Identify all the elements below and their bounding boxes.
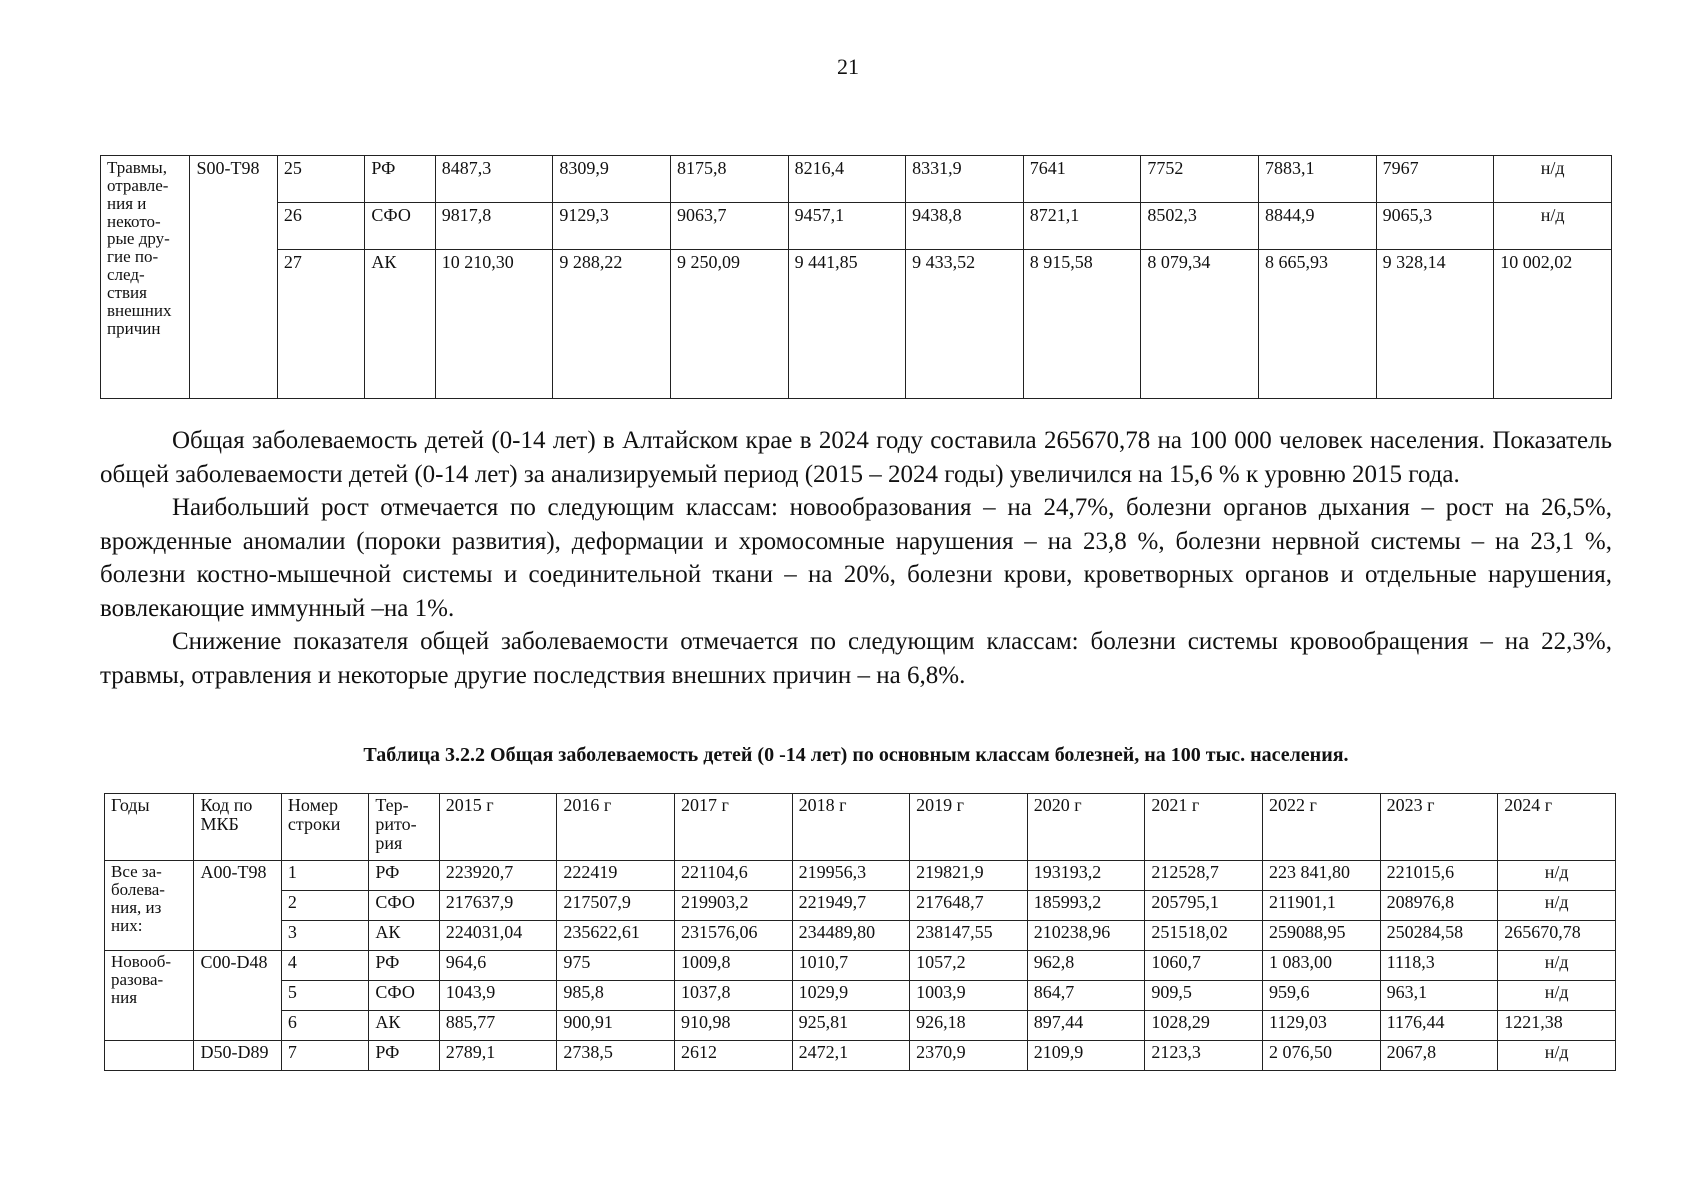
value-2016: 8309,9 [553, 156, 671, 203]
row-number: 3 [281, 921, 368, 951]
value-2023: 2067,8 [1380, 1041, 1498, 1071]
value-2019: 1057,2 [910, 951, 1028, 981]
value-2017: 231576,06 [674, 921, 792, 951]
value-2020: 2109,9 [1027, 1041, 1145, 1071]
row-number: 27 [277, 250, 364, 399]
territory: АК [369, 1011, 439, 1041]
value-2020: 210238,96 [1027, 921, 1145, 951]
value-2016: 217507,9 [557, 891, 675, 921]
territory: РФ [369, 951, 439, 981]
territory: РФ [369, 1041, 439, 1071]
value-2017: 910,98 [674, 1011, 792, 1041]
value-2015: 964,6 [439, 951, 557, 981]
value-2023: 1118,3 [1380, 951, 1498, 981]
row-number: 6 [281, 1011, 368, 1041]
territory: РФ [369, 861, 439, 891]
header-2017: 2017 г [674, 794, 792, 861]
header-2024: 2024 г [1498, 794, 1616, 861]
value-2024: н/д [1498, 951, 1616, 981]
header-icd-code: Код по МКБ [194, 794, 281, 861]
value-2023: 9 328,14 [1376, 250, 1494, 399]
value-2022: 223 841,80 [1263, 861, 1381, 891]
value-2020: 962,8 [1027, 951, 1145, 981]
table-row [105, 1011, 1616, 1041]
table-row [105, 981, 1616, 1011]
value-2018: 2472,1 [792, 1041, 910, 1071]
row-number: 7 [281, 1041, 368, 1071]
value-2017: 2612 [674, 1041, 792, 1071]
value-2018: 1010,7 [792, 951, 910, 981]
header-2019: 2019 г [910, 794, 1028, 861]
header-2022: 2022 г [1263, 794, 1381, 861]
territory: АК [369, 921, 439, 951]
value-2022: 1 083,00 [1263, 951, 1381, 981]
value-2021: 1028,29 [1145, 1011, 1263, 1041]
value-2022: 8 665,93 [1259, 250, 1377, 399]
value-2016: 900,91 [557, 1011, 675, 1041]
value-2016: 975 [557, 951, 675, 981]
value-2021: 2123,3 [1145, 1041, 1263, 1071]
territory: СФО [369, 891, 439, 921]
table-top-continuation [100, 155, 1612, 399]
value-2023: 1176,44 [1380, 1011, 1498, 1041]
body-text [100, 424, 1612, 692]
value-2015: 9817,8 [435, 203, 553, 250]
icd-code: A00-T98 [194, 861, 281, 951]
value-2024: н/д [1494, 156, 1612, 203]
header-years: Годы [105, 794, 194, 861]
value-2022: 259088,95 [1263, 921, 1381, 951]
value-2022: 211901,1 [1263, 891, 1381, 921]
value-2020: 8 915,58 [1023, 250, 1141, 399]
value-2018: 925,81 [792, 1011, 910, 1041]
value-2024: 265670,78 [1498, 921, 1616, 951]
value-2021: 909,5 [1145, 981, 1263, 1011]
disease-class-name: Все за-болева-ния, из них: [105, 861, 194, 951]
value-2021: 8502,3 [1141, 203, 1259, 250]
value-2023: 221015,6 [1380, 861, 1498, 891]
value-2024: н/д [1498, 891, 1616, 921]
value-2021: 212528,7 [1145, 861, 1263, 891]
value-2016: 9129,3 [553, 203, 671, 250]
table-morbidity-body [105, 794, 1616, 1071]
value-2022: 2 076,50 [1263, 1041, 1381, 1071]
value-2021: 7752 [1141, 156, 1259, 203]
value-2017: 9063,7 [670, 203, 788, 250]
value-2023: 250284,58 [1380, 921, 1498, 951]
value-2023: 7967 [1376, 156, 1494, 203]
value-2018: 234489,80 [792, 921, 910, 951]
table-row [101, 203, 1612, 250]
icd-code: D50-D89 [194, 1041, 281, 1071]
disease-class-name [105, 1041, 194, 1071]
value-2016: 235622,61 [557, 921, 675, 951]
table-row [101, 156, 1612, 203]
value-2021: 1060,7 [1145, 951, 1263, 981]
value-2018: 8216,4 [788, 156, 906, 203]
territory: РФ [365, 156, 435, 203]
value-2023: 9065,3 [1376, 203, 1494, 250]
paragraph: Снижение показателя общей заболеваемости отмечается по следующим классам: болезни системы кровообращения – на 22,3%, травмы, отравления и некоторые другие последствия внешних причин – на 6,8%. [100, 628, 1612, 689]
value-2015: 1043,9 [439, 981, 557, 1011]
value-2024: н/д [1498, 861, 1616, 891]
value-2023: 208976,8 [1380, 891, 1498, 921]
value-2020: 897,44 [1027, 1011, 1145, 1041]
table-morbidity [104, 793, 1616, 1071]
value-2016: 2738,5 [557, 1041, 675, 1071]
value-2018: 221949,7 [792, 891, 910, 921]
value-2020: 8721,1 [1023, 203, 1141, 250]
row-number: 26 [277, 203, 364, 250]
value-2019: 238147,55 [910, 921, 1028, 951]
value-2019: 2370,9 [910, 1041, 1028, 1071]
value-2019: 9 433,52 [906, 250, 1024, 399]
table-row [105, 891, 1616, 921]
value-2015: 8487,3 [435, 156, 553, 203]
value-2024: 1221,38 [1498, 1011, 1616, 1041]
icd-code: C00-D48 [194, 951, 281, 1041]
value-2019: 9438,8 [906, 203, 1024, 250]
value-2024: н/д [1498, 1041, 1616, 1071]
paragraph: Наибольший рост отмечается по следующим классам: новообразования – на 24,7%, болезни органов дыхания – рост на 26,5%, врожденные аномалии (пороки развития), деформации и хромосомные нарушения – на 23,8 %, болезни нервной системы – на 23,1 %, болезни костно-мышечной системы и соединительной ткани – на 20%, болезни крови, кроветворных органов и отдельные нарушения, вовлекающие иммунный –на 1%. [100, 494, 1612, 622]
table-top-body [101, 156, 1612, 399]
value-2017: 8175,8 [670, 156, 788, 203]
value-2022: 1129,03 [1263, 1011, 1381, 1041]
value-2021: 8 079,34 [1141, 250, 1259, 399]
value-2015: 2789,1 [439, 1041, 557, 1071]
table-row [105, 861, 1616, 891]
header-2016: 2016 г [557, 794, 675, 861]
value-2017: 219903,2 [674, 891, 792, 921]
value-2022: 8844,9 [1259, 203, 1377, 250]
icd-code: S00-T98 [190, 156, 277, 399]
header-2023: 2023 г [1380, 794, 1498, 861]
value-2015: 217637,9 [439, 891, 557, 921]
value-2017: 1037,8 [674, 981, 792, 1011]
value-2018: 1029,9 [792, 981, 910, 1011]
value-2019: 1003,9 [910, 981, 1028, 1011]
value-2024: н/д [1494, 203, 1612, 250]
table-caption: Таблица 3.2.2 Общая заболеваемость детей (0 -14 лет) по основным классам болезней, на 100 тыс. населения. [363, 744, 1349, 766]
header-2018: 2018 г [792, 794, 910, 861]
header-territory: Тер-рито-рия [369, 794, 439, 861]
row-number: 1 [281, 861, 368, 891]
value-2020: 185993,2 [1027, 891, 1145, 921]
value-2020: 7641 [1023, 156, 1141, 203]
value-2019: 219821,9 [910, 861, 1028, 891]
page-number: 21 [837, 54, 859, 79]
value-2019: 217648,7 [910, 891, 1028, 921]
table-row [105, 1041, 1616, 1071]
value-2018: 219956,3 [792, 861, 910, 891]
table-row [105, 951, 1616, 981]
header-row-number: Номер строки [281, 794, 368, 861]
row-number: 4 [281, 951, 368, 981]
value-2015: 10 210,30 [435, 250, 553, 399]
table-header-row [105, 794, 1616, 861]
header-2021: 2021 г [1145, 794, 1263, 861]
header-2020: 2020 г [1027, 794, 1145, 861]
row-number: 5 [281, 981, 368, 1011]
value-2021: 251518,02 [1145, 921, 1263, 951]
value-2022: 7883,1 [1259, 156, 1377, 203]
disease-class-name: Травмы, отравле-ния и некото-рые дру-гие по-след-ствия внешних причин [101, 156, 190, 399]
table-row [101, 250, 1612, 399]
value-2017: 9 250,09 [670, 250, 788, 399]
territory: АК [365, 250, 435, 399]
table-row [105, 921, 1616, 951]
value-2018: 9457,1 [788, 203, 906, 250]
disease-class-name: Новооб-разова-ния [105, 951, 194, 1041]
value-2022: 959,6 [1263, 981, 1381, 1011]
value-2017: 221104,6 [674, 861, 792, 891]
paragraph: Общая заболеваемость детей (0-14 лет) в Алтайском крае в 2024 году составила 265670,78 на 100 000 человек населения. Показатель общей заболеваемости детей (0-14 лет) за анализируемый период (2015 – 2024 годы) увеличился на 15,6 % к уровню 2015 года. [100, 427, 1612, 488]
value-2024: 10 002,02 [1494, 250, 1612, 399]
value-2020: 193193,2 [1027, 861, 1145, 891]
value-2016: 222419 [557, 861, 675, 891]
value-2018: 9 441,85 [788, 250, 906, 399]
row-number: 25 [277, 156, 364, 203]
row-number: 2 [281, 891, 368, 921]
value-2016: 9 288,22 [553, 250, 671, 399]
value-2015: 223920,7 [439, 861, 557, 891]
territory: СФО [365, 203, 435, 250]
value-2017: 1009,8 [674, 951, 792, 981]
value-2024: н/д [1498, 981, 1616, 1011]
value-2019: 926,18 [910, 1011, 1028, 1041]
header-2015: 2015 г [439, 794, 557, 861]
value-2015: 224031,04 [439, 921, 557, 951]
value-2021: 205795,1 [1145, 891, 1263, 921]
territory: СФО [369, 981, 439, 1011]
value-2016: 985,8 [557, 981, 675, 1011]
value-2023: 963,1 [1380, 981, 1498, 1011]
value-2019: 8331,9 [906, 156, 1024, 203]
value-2015: 885,77 [439, 1011, 557, 1041]
value-2020: 864,7 [1027, 981, 1145, 1011]
